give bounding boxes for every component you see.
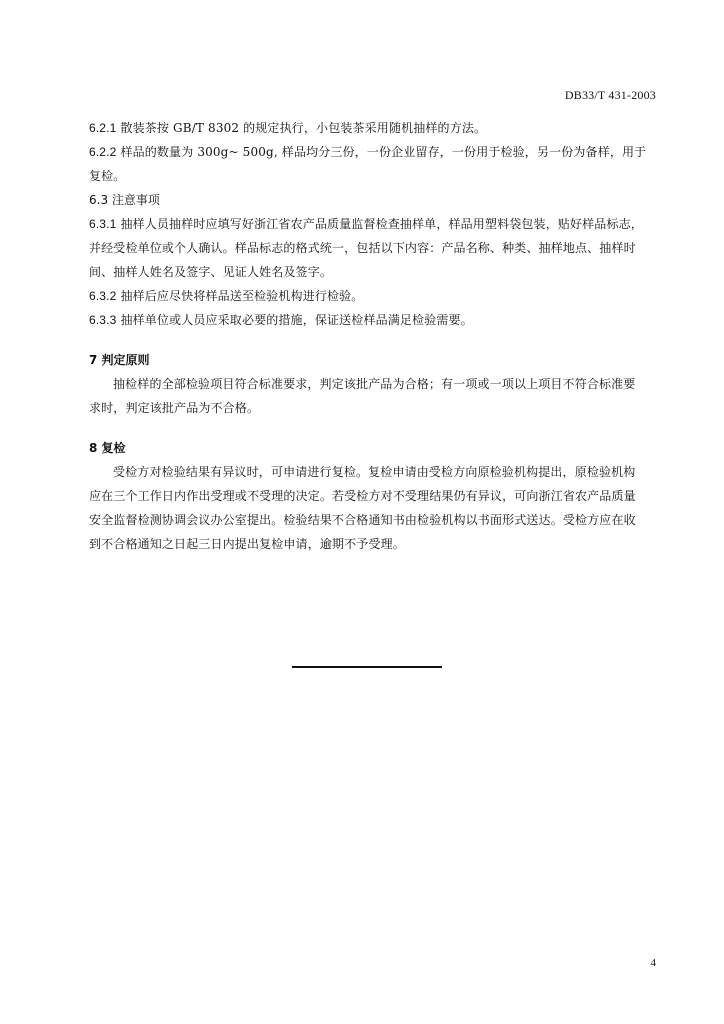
clause-6-3-1-continued: 间、抽样人姓名及签字、见证人姓名及签字。 xyxy=(89,265,333,279)
clause-number: 6.3.2 xyxy=(89,289,117,303)
clause-number: 6.2.2 xyxy=(89,145,117,159)
clause-text: 样品的数量为 300g~ 500g, 样品均分三份，一份企业留存，一份用于检验，另一份为备样，用于 xyxy=(120,145,647,159)
section-heading-7: 7 判定原则 xyxy=(89,353,150,367)
clause-number: 6.3.1 xyxy=(89,217,117,231)
clause-number: 6.3.3 xyxy=(89,313,117,327)
section-8-paragraph-continued: 应在三个工作日内作出受理或不受理的决定。若受检方对不受理结果仍有异议，可向浙江省农产品质量 xyxy=(89,489,636,503)
clause-text: 抽样后应尽快将样品送至检验机构进行检验。 xyxy=(120,289,364,303)
section-7-paragraph-continued: 求时，判定该批产品为不合格。 xyxy=(89,401,260,415)
spacer xyxy=(89,332,659,348)
clause-text: 散装茶按 GB/T 8302 的规定执行，小包装茶采用随机抽样的方法。 xyxy=(120,121,487,135)
section-8-paragraph: 受检方对检验结果有异议时，可申请进行复检。复检申请由受检方向原检验机构提出，原检验机构 xyxy=(113,465,636,479)
clause-number: 6.2.1 xyxy=(89,121,117,135)
end-of-document-rule xyxy=(292,666,442,668)
clause-6-2-2-continued: 复检。 xyxy=(89,169,126,183)
section-heading-6-3: 6.3 注意事项 xyxy=(89,193,160,207)
document-code: DB33/T 431-2003 xyxy=(564,88,656,102)
page-number: 4 xyxy=(650,957,656,969)
document-body xyxy=(89,116,659,556)
section-8-paragraph-continued: 安全监督检测协调会议办公室提出。检验结果不合格通知书由检验机构以书面形式送达。受检方应在收 xyxy=(89,513,636,527)
clause-6-3-3 xyxy=(89,308,659,332)
section-heading-8: 8 复检 xyxy=(89,441,126,455)
clause-6-3-2 xyxy=(89,284,659,308)
clause-text: 抽样人员抽样时应填写好浙江省农产品质量监督检查抽样单，样品用塑料袋包装，贴好样品标志， xyxy=(120,217,643,231)
clause-6-2-1 xyxy=(89,116,659,140)
spacer xyxy=(89,420,659,436)
section-8-paragraph-continued: 到不合格通知之日起三日内提出复检申请，逾期不予受理。 xyxy=(89,537,405,551)
clause-6-3-1-continued: 并经受检单位或个人确认。样品标志的格式统一，包括以下内容：产品名称、种类、抽样地点、抽样时 xyxy=(89,241,636,255)
clause-6-2-2 xyxy=(89,140,659,164)
section-7-paragraph: 抽检样的全部检验项目符合标准要求，判定该批产品为合格；有一项或一项以上项目不符合标准要 xyxy=(113,377,636,391)
clause-6-3-1 xyxy=(89,212,659,236)
clause-text: 抽样单位或人员应采取必要的措施，保证送检样品满足检验需要。 xyxy=(120,313,473,327)
